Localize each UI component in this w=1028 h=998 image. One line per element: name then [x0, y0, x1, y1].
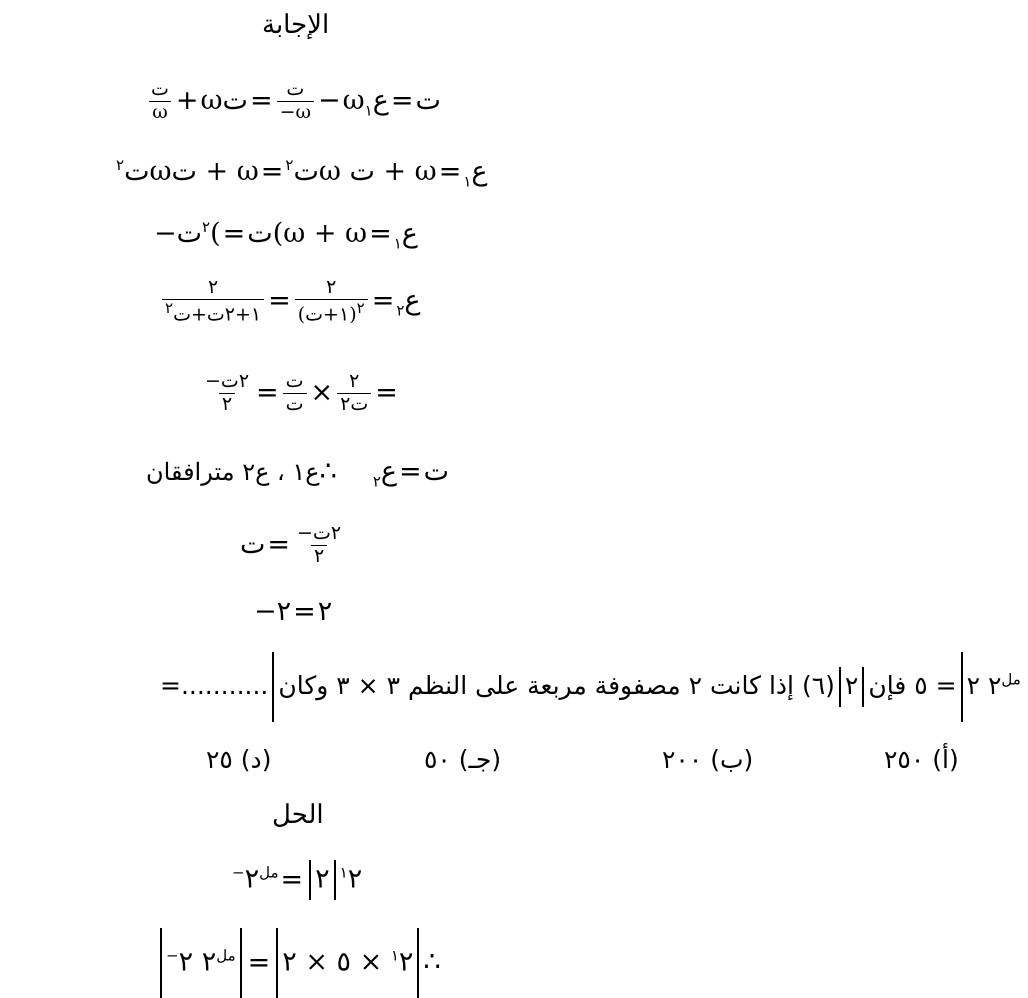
fraction: $\frac{\text{ت}}{\text{ت}}$ — [283, 372, 307, 415]
solution-line-2: $^{-١}$٢ × ٥ × ٢=$^{مل}$٢ ٢ ∴ — [156, 928, 441, 998]
equation-8: −٢=٢ — [254, 596, 333, 627]
equation-6: ت=ع$_٢$∴ع١ ، ع٢ مترافقان — [146, 456, 450, 491]
equation-2: ت$^٢$ ωت + ω= ت$^٢$ ω ت + ω= ع$_١$ — [116, 156, 488, 191]
answer-heading: الإجابة — [262, 10, 330, 40]
equation-3: −ت=)$^٢$ت(ω + ω= ع$_١$ — [154, 218, 418, 253]
abs-bar — [862, 667, 864, 707]
fraction: $\frac{\text{−٢ت}}{٢}$ — [297, 522, 342, 567]
abs-bar — [272, 652, 274, 722]
abs-bar — [240, 928, 242, 998]
abs-bar — [276, 928, 278, 998]
option-b: (ب) ٢٠٠ — [662, 745, 754, 774]
question-6: =........... $^{مل}$٢ ٢= ٥ فإن٢(٦) إذا كانت ٢ مصفوفة مربعة على النظم ٣ × ٣ وكان — [160, 652, 1021, 722]
fraction: $\frac{٢}{(١+ت)^٢}$ — [295, 278, 368, 325]
fraction: $\frac{٢}{\text{ت٢}}$ — [337, 372, 371, 415]
fraction: $\frac{٢}{١+٢ت+ت^٢}$ — [162, 278, 264, 325]
fraction: $\frac{\text{−٢ت}}{٢}$ — [205, 370, 250, 415]
abs-bar — [160, 928, 162, 998]
equation-5: $\frac{\text{−٢ت}}{٢}$ = $\frac{\text{ت}}{\text{ت}}$ × $\frac{٢}{\text{ت٢}}$ = — [200, 372, 400, 415]
abs-bar — [309, 860, 311, 900]
fraction: $\frac{\text{ت}}{\omega}$ — [151, 78, 169, 123]
equation-1: $\frac{\text{ت}}{\omega}$ +ωت= $\frac{\text{ت}}{-\omega}$ −ωت=ع$_١$ — [146, 80, 441, 123]
abs-bar — [839, 667, 841, 707]
abs-bar — [961, 652, 963, 722]
equation-7: ت= $\frac{\text{−٢ت}}{٢}$ — [240, 524, 346, 567]
abs-bar — [417, 928, 419, 998]
fraction: $\frac{\text{ت}}{-\omega}$ — [277, 80, 314, 123]
option-d: (د) ٢٥ — [206, 745, 272, 774]
abs-bar — [334, 860, 336, 900]
solution-line-1: $^{-١}$٢٢=$^{مل}$٢ — [232, 860, 362, 900]
equation-4: $\frac{٢}{١+٢ت+ت^٢}$ = $\frac{٢}{(١+ت)^٢}$ = ع$_٢$ — [160, 278, 421, 325]
solution-heading: الحل — [272, 800, 324, 830]
option-a: (أ) ٢٥٠ — [884, 745, 959, 774]
option-c: (جـ) ٥٠ — [424, 745, 502, 774]
